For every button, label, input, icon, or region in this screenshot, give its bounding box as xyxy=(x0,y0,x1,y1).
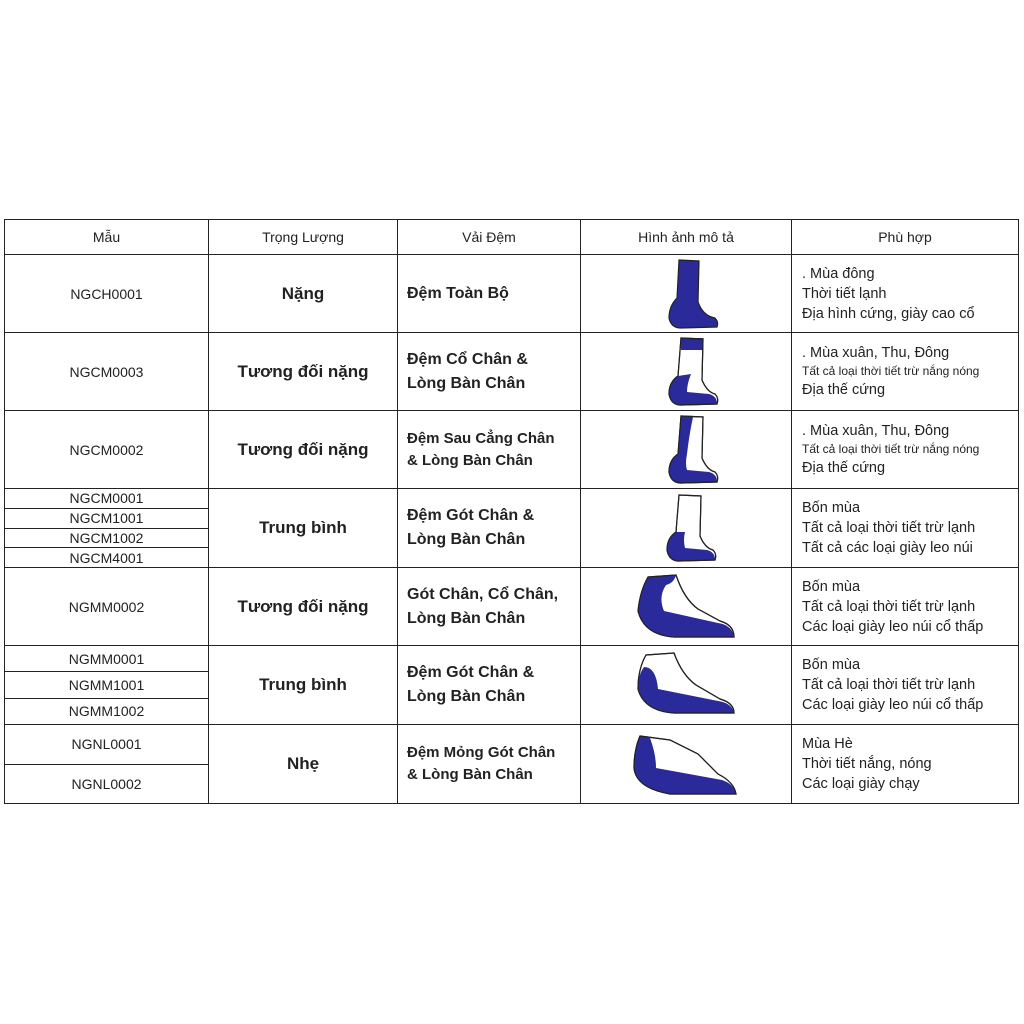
cushion-label xyxy=(398,568,581,646)
suitable-item: Địa hình cứng, giày cao cổ xyxy=(802,305,975,322)
suitable-item: . Mùa đông xyxy=(802,265,875,282)
cushion-line: Lòng Bàn Chân xyxy=(407,374,526,392)
header-suitable: Phù hợp xyxy=(792,220,1019,255)
header-cushion: Vải Đệm xyxy=(398,220,581,255)
weight-label: Nặng xyxy=(209,255,398,333)
crew-sock-ankle-sole-cushion-icon xyxy=(651,336,721,408)
model-code: NGNL0002 xyxy=(5,764,208,804)
crew-sock-full-cushion-icon xyxy=(651,258,721,330)
cushion-label xyxy=(398,255,581,333)
model-code: NGMM1002 xyxy=(5,698,208,724)
model-code: NGMM1001 xyxy=(5,671,208,697)
suitable-list xyxy=(792,568,1019,646)
suitable-list xyxy=(792,255,1019,333)
model-code: NGCM0002 xyxy=(5,411,209,489)
no-show-sock-light-cushion-icon xyxy=(630,728,742,800)
cushion-line: & Lòng Bàn Chân xyxy=(407,766,533,783)
sock-image-cell xyxy=(581,411,792,489)
sock-image-cell xyxy=(581,489,792,568)
model-code: NGCM1001 xyxy=(5,508,208,528)
table-row xyxy=(5,489,1019,568)
cushion-label xyxy=(398,646,581,725)
cushion-line: Đệm Cổ Chân & xyxy=(407,350,528,368)
cushion-label xyxy=(398,489,581,568)
table-row xyxy=(5,568,1019,646)
suitable-item: Tất cả loại thời tiết trừ lạnh xyxy=(802,677,976,693)
crew-sock-shin-sole-cushion-icon xyxy=(651,414,721,486)
suitable-item: Thời tiết lạnh xyxy=(802,285,887,302)
model-code: NGCM1002 xyxy=(5,528,208,548)
suitable-item: Tất cả loại thời tiết trừ lạnh xyxy=(802,598,976,615)
suitable-list xyxy=(792,411,1019,489)
suitable-list xyxy=(792,725,1019,804)
table-row xyxy=(5,725,1019,804)
model-code: NGCM0003 xyxy=(5,333,209,411)
cushion-line: & Lòng Bàn Chân xyxy=(407,451,533,469)
mini-sock-heel-sole-icon xyxy=(634,649,738,721)
model-code: NGMM0002 xyxy=(5,568,209,646)
model-code-group xyxy=(5,646,209,725)
table-row xyxy=(5,646,1019,725)
cushion-line: Đệm Gót Chân & xyxy=(407,507,535,524)
crew-sock-heel-sole-cushion-icon xyxy=(651,492,721,564)
cushion-line: Gót Chân, Cổ Chân, xyxy=(407,585,559,603)
cushion-label xyxy=(398,411,581,489)
suitable-list xyxy=(792,333,1019,411)
weight-label: Tương đối nặng xyxy=(209,411,398,489)
model-code-group xyxy=(5,489,209,568)
suitable-item: Mùa Hè xyxy=(802,736,853,752)
model-code: NGMM0001 xyxy=(68,650,145,667)
header-model: Mẫu xyxy=(5,220,209,255)
suitable-item: . Mùa xuân, Thu, Đông xyxy=(802,423,950,439)
suitable-item: Địa thế cứng xyxy=(802,382,886,398)
weight-label: Trung bình xyxy=(209,646,398,725)
cushion-line: Lòng Bàn Chân xyxy=(407,531,526,548)
cushion-line: Lòng Bàn Chân xyxy=(407,609,526,627)
suitable-list xyxy=(792,489,1019,568)
weight-label: Tương đối nặng xyxy=(209,333,398,411)
sock-image-cell xyxy=(581,646,792,725)
header-weight: Trọng Lượng xyxy=(209,220,398,255)
suitable-item: Tất cả loại thời tiết trừ lạnh xyxy=(802,520,976,536)
suitable-item: Các loại giày leo núi cổ thấp xyxy=(802,618,984,635)
suitable-item: Bốn mùa xyxy=(802,657,861,673)
product-spec-table xyxy=(4,219,1019,804)
cushion-line: Đệm Gót Chân & xyxy=(407,664,535,681)
cushion-label xyxy=(398,333,581,411)
suitable-item: Tất cả loại thời tiết trừ nắng nóng xyxy=(802,364,980,378)
suitable-item: Bốn mùa xyxy=(802,578,861,595)
weight-label: Nhẹ xyxy=(209,725,398,804)
header-row xyxy=(5,220,1019,255)
cushion-line: Đệm Sau Cẳng Chân xyxy=(407,429,555,447)
model-code-group xyxy=(5,725,209,804)
model-code: NGCM0001 xyxy=(69,490,144,507)
suitable-item: Các loại giày leo núi cổ thấp xyxy=(802,697,984,713)
cushion-line: Đệm Mỏng Gót Chân xyxy=(407,744,556,761)
cushion-line: Đệm Toàn Bộ xyxy=(407,284,509,302)
suitable-item: Thời tiết nắng, nóng xyxy=(802,756,932,772)
suitable-item: Tất cả các loại giày leo núi xyxy=(802,540,973,556)
weight-label: Trung bình xyxy=(209,489,398,568)
sock-image-cell xyxy=(581,568,792,646)
sock-image-cell xyxy=(581,255,792,333)
model-code: NGCM4001 xyxy=(5,547,208,567)
sock-image-cell xyxy=(581,333,792,411)
table-row xyxy=(5,411,1019,489)
model-code: NGCH0001 xyxy=(5,255,209,333)
table-row xyxy=(5,255,1019,333)
table-row xyxy=(5,333,1019,411)
suitable-item: Tất cả loại thời tiết trừ nắng nóng xyxy=(802,442,980,456)
suitable-item: Các loại giày chạy xyxy=(802,776,920,792)
mini-sock-heel-ankle-sole-icon xyxy=(634,571,738,643)
suitable-item: Địa thế cứng xyxy=(802,460,886,476)
suitable-item: . Mùa xuân, Thu, Đông xyxy=(802,345,950,361)
header-image: Hình ảnh mô tả xyxy=(581,220,792,255)
suitable-item: Bốn mùa xyxy=(802,500,861,516)
sock-image-cell xyxy=(581,725,792,804)
weight-label: Tương đối nặng xyxy=(209,568,398,646)
cushion-line: Lòng Bàn Chân xyxy=(407,688,526,705)
suitable-list xyxy=(792,646,1019,725)
cushion-label xyxy=(398,725,581,804)
model-code: NGNL0001 xyxy=(71,736,142,753)
